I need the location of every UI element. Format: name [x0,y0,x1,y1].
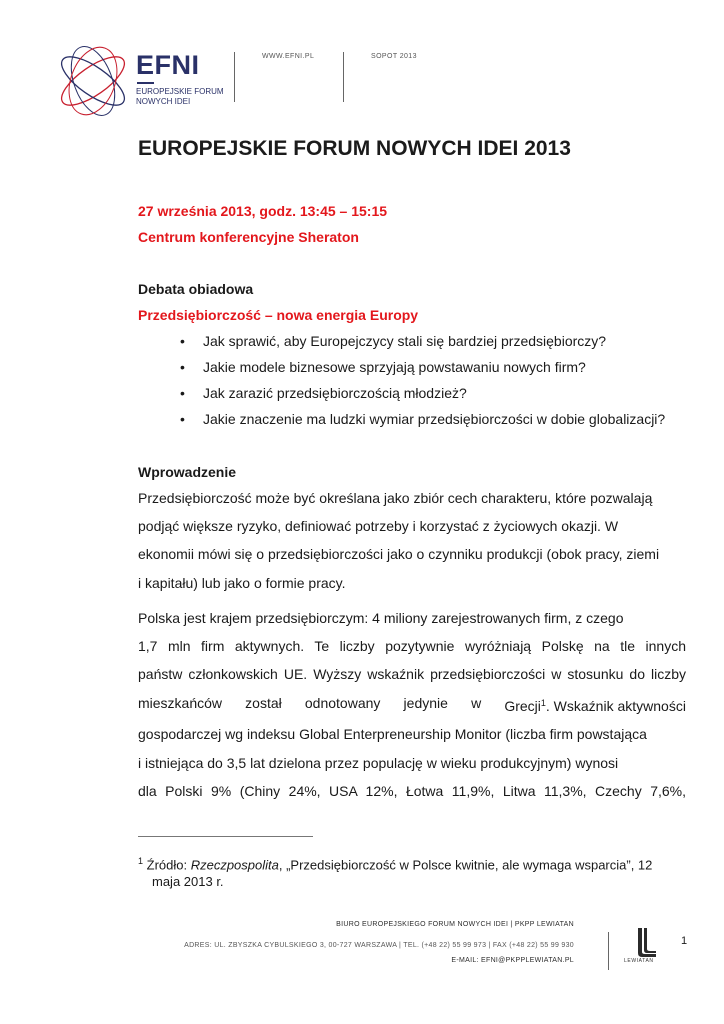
header-divider-1 [234,52,235,102]
paragraph-word: Grecji [504,698,541,715]
website-link[interactable]: WWW.EFNI.PL [262,53,315,60]
paragraph-word-group [504,689,686,721]
footer-email[interactable]: E-MAIL: EFNI@PKPPLEWIATAN.PL [451,957,574,964]
paragraph-line: i istniejąca do 3,5 lat dzielona przez populację w wieku produkcyjnym) wynosi [138,754,619,771]
footnote-divider [138,836,313,837]
list-item [180,357,665,383]
logo-divider [137,82,154,84]
intro-paragraph-2 [138,604,686,805]
question-text: Jakie znaczenie ma ludzki wymiar przedsiębiorczości w dobie globalizacji? [203,411,666,427]
bullet-icon: • [180,411,185,427]
list-item [180,409,665,435]
section-label: Debata obiadowa [138,281,254,297]
list-item [180,331,665,357]
paragraph-word: mieszkańców [138,694,223,711]
paragraph-word: w [471,694,482,711]
paragraph-line: dla Polski 9% (Chiny 24%, USA 12%, Łotwa 11,9%, Litwa 11,3%, Czechy 7,6%, [138,782,686,799]
bullet-icon: • [180,359,185,375]
intro-heading: Wprowadzenie [138,464,237,480]
bullet-icon: • [180,333,185,349]
paragraph-line: gospodarczej wg indeksu Global Enterpreneurship Monitor (liczba firm powstająca [138,726,647,743]
question-list [180,331,665,435]
question-text: Jak zarazić przedsiębiorczością młodzież? [203,385,467,401]
paragraph-word: odnotowany [304,694,381,711]
paragraph-word: został [245,694,282,711]
logo-subtitle-line-1: EUROPEJSKIE FORUM [136,87,224,96]
list-item [180,383,665,409]
debate-title: Przedsiębiorczość – nowa energia Europy [138,307,419,323]
footnote-line-2: maja 2013 r. [152,874,224,890]
footnote-prefix: Źródło: [143,857,191,873]
footnote-reference[interactable]: 1 [540,697,546,708]
paragraph-line: państw członkowskich UE. Wyższy wskaźnik przedsiębiorczości w stosunku do liczby [138,666,686,683]
logo-title: EFNI [136,50,200,80]
footer-office: BIURO EUROPEJSKIEGO FORUM NOWYCH IDEI | PKPP LEWIATAN [336,921,574,928]
event-date-time: 27 września 2013, godz. 13:45 – 15:15 [138,203,388,219]
bullet-icon: • [180,385,185,401]
paragraph-line: Polska jest krajem przedsiębiorczym: 4 miliony zarejestrowanych firm, z czego [138,610,624,626]
footnote-number: 1 [138,856,144,866]
question-text: Jak sprawić, aby Europejczycy stali się bardziej przedsiębiorczy? [203,333,607,349]
footer-divider [608,932,609,970]
question-text: Jakie modele biznesowe sprzyjają powstawaniu nowych firm? [203,359,586,375]
paragraph-line [138,689,686,721]
paragraph-word: jedynie [403,694,448,711]
paragraph-word: . Wskaźnik aktywności [545,698,686,715]
paragraph-line: Przedsiębiorczość może być określana jako zbiór cech charakteru, które pozwalają [138,490,653,506]
logo-subtitle [136,87,224,107]
paragraph-line: podjąć większe ryzyko, definiować potrzeby i korzystać z życiowych okazji. W [138,518,619,535]
paragraph-line: ekonomii mówi się o przedsiębiorczości jako o czynniku produkcji (obok pracy, ziemi [138,546,660,563]
page-number: 1 [681,935,688,947]
event-label: SOPOT 2013 [371,53,417,60]
paragraph-line: i kapitału) lub jako o formie pracy. [138,574,346,591]
footnote [138,853,678,890]
header-divider-2 [343,52,344,102]
page-title: EUROPEJSKIE FORUM NOWYCH IDEI 2013 [138,137,571,160]
intro-paragraph-1 [138,484,686,597]
efni-logo-mark [52,40,134,122]
footer-address: ADRES: UL. ZBYSZKA CYBULSKIEGO 3, 00-727 WARSZAWA | TEL. (+48 22) 55 99 973 | FAX (+48 22) 55 99 930 [184,942,574,949]
footnote-source: Rzeczpospolita [190,857,279,873]
paragraph-line: 1,7 mln firm aktywnych. Te liczby pozytywnie wyróżniają Polskę na tle innych [138,638,686,655]
footnote-text: , „Przedsiębiorczość w Polsce kwitnie, ale wymaga wsparcia”, 12 [278,857,653,873]
logo-subtitle-line-2: NOWYCH IDEI [136,97,191,106]
event-venue: Centrum konferencyjne Sheraton [138,229,359,245]
lewiatan-label: LEWIATAN [624,958,654,964]
